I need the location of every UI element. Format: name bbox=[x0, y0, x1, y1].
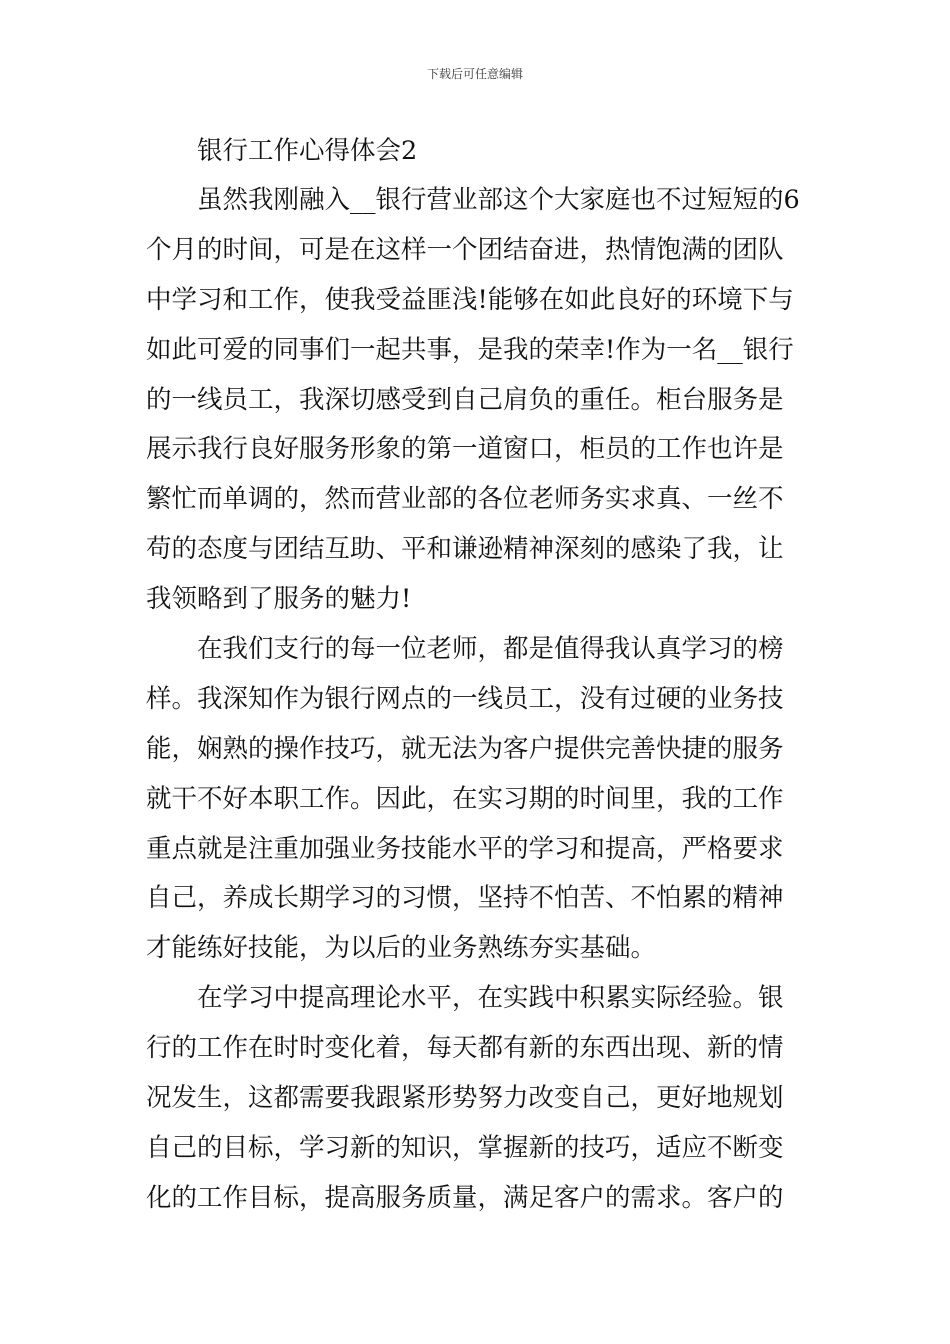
text-line: 虽然我刚融入__银行营业部这个大家庭也不过短短的6 bbox=[197, 185, 800, 215]
text-line: 重点就是注重加强业务技能水平的学习和提高，严格要求 bbox=[146, 833, 784, 864]
text-line: 中学习和工作，使我受益匪浅!能够在如此良好的环境下与 bbox=[146, 284, 794, 315]
text-line: 能，娴熟的操作技巧，就无法为客户提供完善快捷的服务 bbox=[146, 733, 784, 764]
document-body bbox=[146, 127, 810, 1224]
paragraph-lines bbox=[146, 176, 810, 1224]
text-line: 样。我深知作为银行网点的一线员工，没有过硬的业务技 bbox=[146, 683, 784, 714]
text-line: 行的工作在时时变化着，每天都有新的东西出现、新的情 bbox=[146, 1033, 784, 1064]
text-line: 繁忙而单调的，然而营业部的各位老师务实求真、一丝不 bbox=[146, 484, 784, 515]
text-line: 才能练好技能，为以后的业务熟练夯实基础。 bbox=[146, 933, 657, 964]
text-line: 在学习中提高理论水平，在实践中积累实际经验。银 bbox=[197, 983, 784, 1014]
text-line: 如此可爱的同事们一起共事，是我的荣幸!作为一名__银行 bbox=[146, 334, 794, 365]
text-line: 苟的态度与团结互助、平和谦逊精神深刻的感染了我，让 bbox=[146, 534, 784, 565]
text-line: 的一线员工，我深切感受到自己肩负的重任。柜台服务是 bbox=[146, 384, 784, 415]
text-line: 展示我行良好服务形象的第一道窗口，柜员的工作也许是 bbox=[146, 434, 784, 465]
document-title: 银行工作心得体会2 bbox=[197, 136, 418, 166]
text-line: 自己的目标，学习新的知识，掌握新的技巧，适应不断变 bbox=[146, 1132, 784, 1163]
text-line: 个月的时间，可是在这样一个团结奋进，热情饱满的团队 bbox=[146, 234, 784, 265]
text-line: 在我们支行的每一位老师，都是值得我认真学习的榜 bbox=[197, 634, 784, 665]
text-line: 况发生，这都需要我跟紧形势努力改变自己，更好地规划 bbox=[146, 1083, 784, 1114]
text-line: 我领略到了服务的魅力! bbox=[146, 584, 412, 615]
text-line: 就干不好本职工作。因此，在实习期的时间里，我的工作 bbox=[146, 783, 784, 814]
page-header-note: 下载后可任意编辑 bbox=[426, 67, 523, 81]
text-line: 化的工作目标，提高服务质量，满足客户的需求。客户的 bbox=[146, 1182, 784, 1213]
text-line: 自己，养成长期学习的习惯，坚持不怕苦、不怕累的精神 bbox=[146, 883, 784, 914]
